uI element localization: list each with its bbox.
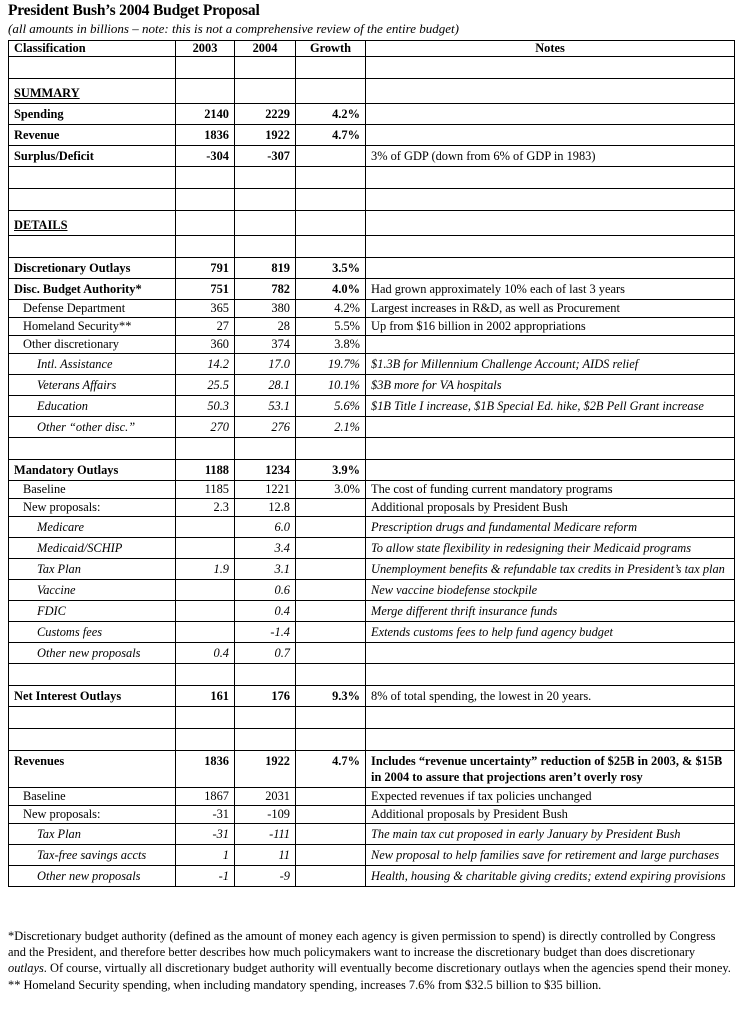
table-row bbox=[9, 580, 735, 601]
cell-value-2003: 365 bbox=[176, 300, 235, 318]
header-notes: Notes bbox=[366, 41, 735, 57]
cell-value-2004: 819 bbox=[235, 258, 296, 279]
cell-growth: 2.1% bbox=[296, 417, 366, 438]
cell-notes: Largest increases in R&D, as well as Procurement bbox=[366, 300, 735, 318]
cell-growth: 19.7% bbox=[296, 354, 366, 375]
cell-value-2004 bbox=[235, 167, 296, 189]
cell-classification: Veterans Affairs bbox=[9, 375, 176, 396]
cell-notes: Unemployment benefits & refundable tax credits in President’s tax plan bbox=[366, 559, 735, 580]
table-row bbox=[9, 354, 735, 375]
cell-value-2004: 0.6 bbox=[235, 580, 296, 601]
cell-value-2003 bbox=[176, 211, 235, 236]
cell-classification: Revenues bbox=[9, 751, 176, 788]
cell-value-2003: -304 bbox=[176, 146, 235, 167]
cell-growth bbox=[296, 788, 366, 806]
cell-classification: New proposals: bbox=[9, 499, 176, 517]
table-row bbox=[9, 279, 735, 300]
cell-value-2004 bbox=[235, 438, 296, 460]
cell-growth bbox=[296, 707, 366, 729]
cell-notes: 3% of GDP (down from 6% of GDP in 1983) bbox=[366, 146, 735, 167]
table-row bbox=[9, 622, 735, 643]
cell-classification: Education bbox=[9, 396, 176, 417]
cell-notes: Additional proposals by President Bush bbox=[366, 806, 735, 824]
cell-growth bbox=[296, 806, 366, 824]
cell-value-2003: -1 bbox=[176, 866, 235, 887]
cell-value-2003 bbox=[176, 538, 235, 559]
cell-notes: Includes “revenue uncertainty” reduction of $25B in 2003, & $15B in 2004 to assure that projections aren’t overly rosy bbox=[366, 751, 735, 788]
cell-value-2003: 1 bbox=[176, 845, 235, 866]
cell-notes bbox=[366, 104, 735, 125]
table-row bbox=[9, 845, 735, 866]
table-row bbox=[9, 866, 735, 887]
table-row bbox=[9, 481, 735, 499]
cell-value-2003 bbox=[176, 79, 235, 104]
cell-value-2003: -31 bbox=[176, 824, 235, 845]
cell-notes: $3B more for VA hospitals bbox=[366, 375, 735, 396]
cell-notes bbox=[366, 417, 735, 438]
header-2004: 2004 bbox=[235, 41, 296, 57]
cell-growth: 9.3% bbox=[296, 686, 366, 707]
cell-value-2003 bbox=[176, 707, 235, 729]
cell-notes: Expected revenues if tax policies unchanged bbox=[366, 788, 735, 806]
cell-notes: 8% of total spending, the lowest in 20 years. bbox=[366, 686, 735, 707]
cell-classification bbox=[9, 707, 176, 729]
cell-notes bbox=[366, 258, 735, 279]
cell-classification bbox=[9, 236, 176, 258]
cell-notes bbox=[366, 664, 735, 686]
cell-growth: 4.2% bbox=[296, 104, 366, 125]
cell-value-2004: 176 bbox=[235, 686, 296, 707]
cell-value-2003: 14.2 bbox=[176, 354, 235, 375]
cell-notes: $1B Title I increase, $1B Special Ed. hike, $2B Pell Grant increase bbox=[366, 396, 735, 417]
cell-growth bbox=[296, 499, 366, 517]
cell-notes bbox=[366, 167, 735, 189]
cell-growth: 4.7% bbox=[296, 751, 366, 788]
blank-row bbox=[9, 57, 735, 79]
cell-growth bbox=[296, 57, 366, 79]
cell-growth bbox=[296, 517, 366, 538]
cell-value-2003: 27 bbox=[176, 318, 235, 336]
cell-notes: Had grown approximately 10% each of last 3 years bbox=[366, 279, 735, 300]
cell-value-2004: 374 bbox=[235, 336, 296, 354]
cell-value-2004: 28.1 bbox=[235, 375, 296, 396]
cell-value-2003: -31 bbox=[176, 806, 235, 824]
cell-value-2003: 25.5 bbox=[176, 375, 235, 396]
cell-value-2003: 270 bbox=[176, 417, 235, 438]
cell-value-2004: -111 bbox=[235, 824, 296, 845]
footnote-emphasis: outlays bbox=[8, 961, 44, 976]
cell-classification bbox=[9, 438, 176, 460]
cell-value-2003 bbox=[176, 167, 235, 189]
blank-row bbox=[9, 729, 735, 751]
cell-notes bbox=[366, 57, 735, 79]
cell-value-2004 bbox=[235, 57, 296, 79]
cell-notes: Additional proposals by President Bush bbox=[366, 499, 735, 517]
table-row bbox=[9, 396, 735, 417]
header-2003: 2003 bbox=[176, 41, 235, 57]
cell-value-2004: -1.4 bbox=[235, 622, 296, 643]
cell-value-2003: 751 bbox=[176, 279, 235, 300]
cell-value-2003: 360 bbox=[176, 336, 235, 354]
cell-value-2004 bbox=[235, 707, 296, 729]
table-row bbox=[9, 686, 735, 707]
cell-classification bbox=[9, 167, 176, 189]
cell-value-2004 bbox=[235, 211, 296, 236]
table-row bbox=[9, 300, 735, 318]
cell-growth bbox=[296, 643, 366, 664]
cell-value-2004 bbox=[235, 189, 296, 211]
cell-value-2003: 1836 bbox=[176, 751, 235, 788]
cell-notes: Prescription drugs and fundamental Medicare reform bbox=[366, 517, 735, 538]
section-row bbox=[9, 211, 735, 236]
cell-classification: Intl. Assistance bbox=[9, 354, 176, 375]
cell-value-2003 bbox=[176, 664, 235, 686]
cell-value-2004 bbox=[235, 664, 296, 686]
cell-classification bbox=[9, 189, 176, 211]
cell-value-2003 bbox=[176, 57, 235, 79]
cell-classification: Other discretionary bbox=[9, 336, 176, 354]
cell-notes bbox=[366, 643, 735, 664]
cell-growth: 3.5% bbox=[296, 258, 366, 279]
cell-value-2003: 1185 bbox=[176, 481, 235, 499]
cell-classification: Baseline bbox=[9, 481, 176, 499]
cell-classification: Baseline bbox=[9, 788, 176, 806]
table-row bbox=[9, 499, 735, 517]
cell-growth: 10.1% bbox=[296, 375, 366, 396]
cell-classification: Other new proposals bbox=[9, 866, 176, 887]
cell-value-2004: 276 bbox=[235, 417, 296, 438]
cell-value-2004: 2031 bbox=[235, 788, 296, 806]
table-row bbox=[9, 104, 735, 125]
cell-notes: New proposal to help families save for retirement and large purchases bbox=[366, 845, 735, 866]
cell-growth: 4.0% bbox=[296, 279, 366, 300]
cell-value-2003 bbox=[176, 189, 235, 211]
cell-value-2004: 0.7 bbox=[235, 643, 296, 664]
cell-classification: Surplus/Deficit bbox=[9, 146, 176, 167]
cell-notes: Extends customs fees to help fund agency budget bbox=[366, 622, 735, 643]
cell-value-2004: -9 bbox=[235, 866, 296, 887]
cell-classification: Defense Department bbox=[9, 300, 176, 318]
cell-value-2004 bbox=[235, 79, 296, 104]
table-row bbox=[9, 788, 735, 806]
cell-growth: 5.5% bbox=[296, 318, 366, 336]
cell-value-2003 bbox=[176, 236, 235, 258]
cell-growth bbox=[296, 189, 366, 211]
cell-classification: Other new proposals bbox=[9, 643, 176, 664]
cell-classification: Other “other disc.” bbox=[9, 417, 176, 438]
cell-notes bbox=[366, 236, 735, 258]
table-row bbox=[9, 517, 735, 538]
cell-value-2004: 1221 bbox=[235, 481, 296, 499]
footnote-text: . Of course, virtually all discretionary budget authority will eventually become discretionary outlays when the agencies spend their money. bbox=[43, 961, 731, 976]
cell-classification: Disc. Budget Authority* bbox=[9, 279, 176, 300]
cell-growth bbox=[296, 866, 366, 887]
cell-value-2004: -307 bbox=[235, 146, 296, 167]
cell-classification: Spending bbox=[9, 104, 176, 125]
cell-value-2004: 782 bbox=[235, 279, 296, 300]
table-row bbox=[9, 146, 735, 167]
cell-notes bbox=[366, 707, 735, 729]
cell-notes: Health, housing & charitable giving credits; extend expiring provisions bbox=[366, 866, 735, 887]
cell-value-2003: 0.4 bbox=[176, 643, 235, 664]
cell-classification bbox=[9, 729, 176, 751]
cell-growth bbox=[296, 622, 366, 643]
cell-growth bbox=[296, 538, 366, 559]
cell-value-2004: 11 bbox=[235, 845, 296, 866]
cell-value-2004 bbox=[235, 236, 296, 258]
header-growth: Growth bbox=[296, 41, 366, 57]
cell-value-2004: 3.1 bbox=[235, 559, 296, 580]
cell-growth bbox=[296, 845, 366, 866]
cell-value-2004: 1922 bbox=[235, 125, 296, 146]
blank-row bbox=[9, 189, 735, 211]
document-subtitle: (all amounts in billions – note: this is not a comprehensive review of the entire budget) bbox=[8, 21, 459, 36]
cell-notes: The main tax cut proposed in early January by President Bush bbox=[366, 824, 735, 845]
cell-growth: 4.2% bbox=[296, 300, 366, 318]
cell-value-2004: 28 bbox=[235, 318, 296, 336]
cell-value-2004: 53.1 bbox=[235, 396, 296, 417]
cell-classification: Medicaid/SCHIP bbox=[9, 538, 176, 559]
table-body bbox=[9, 57, 735, 887]
cell-growth bbox=[296, 601, 366, 622]
cell-classification bbox=[9, 57, 176, 79]
cell-notes bbox=[366, 211, 735, 236]
cell-classification: Vaccine bbox=[9, 580, 176, 601]
cell-notes: $1.3B for Millennium Challenge Account; AIDS relief bbox=[366, 354, 735, 375]
cell-growth bbox=[296, 438, 366, 460]
budget-table bbox=[8, 40, 735, 887]
cell-notes bbox=[366, 189, 735, 211]
cell-value-2003 bbox=[176, 622, 235, 643]
cell-notes bbox=[366, 125, 735, 146]
section-row bbox=[9, 79, 735, 104]
table-header-row bbox=[9, 41, 735, 57]
cell-classification: Customs fees bbox=[9, 622, 176, 643]
cell-value-2004: -109 bbox=[235, 806, 296, 824]
cell-notes: New vaccine biodefense stockpile bbox=[366, 580, 735, 601]
cell-growth: 3.0% bbox=[296, 481, 366, 499]
table-row bbox=[9, 538, 735, 559]
cell-growth: 5.6% bbox=[296, 396, 366, 417]
cell-value-2003 bbox=[176, 729, 235, 751]
cell-growth bbox=[296, 211, 366, 236]
cell-classification: Medicare bbox=[9, 517, 176, 538]
blank-row bbox=[9, 707, 735, 729]
cell-classification: Discretionary Outlays bbox=[9, 258, 176, 279]
table-row bbox=[9, 417, 735, 438]
cell-value-2003: 2140 bbox=[176, 104, 235, 125]
cell-value-2004: 12.8 bbox=[235, 499, 296, 517]
blank-row bbox=[9, 236, 735, 258]
cell-growth bbox=[296, 824, 366, 845]
cell-value-2003 bbox=[176, 580, 235, 601]
cell-classification: Net Interest Outlays bbox=[9, 686, 176, 707]
cell-value-2003: 791 bbox=[176, 258, 235, 279]
table-row bbox=[9, 824, 735, 845]
cell-value-2003: 2.3 bbox=[176, 499, 235, 517]
cell-growth bbox=[296, 236, 366, 258]
cell-value-2004: 1922 bbox=[235, 751, 296, 788]
cell-growth bbox=[296, 559, 366, 580]
table-row bbox=[9, 806, 735, 824]
cell-notes bbox=[366, 79, 735, 104]
table-row bbox=[9, 643, 735, 664]
cell-value-2004: 3.4 bbox=[235, 538, 296, 559]
cell-classification: New proposals: bbox=[9, 806, 176, 824]
cell-classification: SUMMARY bbox=[9, 79, 176, 104]
cell-value-2003 bbox=[176, 438, 235, 460]
footnote-text: *Discretionary budget authority (defined as the amount of money each agency is given permission to spend) is directly controlled by Congress and the President, and therefore better describes how much policymakers want to increase the discretionary budget than does discretionary bbox=[8, 929, 716, 960]
cell-notes bbox=[366, 336, 735, 354]
cell-classification: Tax Plan bbox=[9, 559, 176, 580]
cell-value-2003: 1836 bbox=[176, 125, 235, 146]
table-row bbox=[9, 751, 735, 788]
cell-classification: DETAILS bbox=[9, 211, 176, 236]
table-row bbox=[9, 375, 735, 396]
table-row bbox=[9, 460, 735, 481]
cell-notes bbox=[366, 729, 735, 751]
table-row bbox=[9, 318, 735, 336]
table-row bbox=[9, 601, 735, 622]
cell-notes: Merge different thrift insurance funds bbox=[366, 601, 735, 622]
cell-value-2004: 2229 bbox=[235, 104, 296, 125]
cell-classification: Tax-free savings accts bbox=[9, 845, 176, 866]
cell-notes bbox=[366, 438, 735, 460]
table-row bbox=[9, 125, 735, 146]
blank-row bbox=[9, 167, 735, 189]
footnotes bbox=[8, 928, 736, 993]
blank-row bbox=[9, 438, 735, 460]
cell-notes: To allow state flexibility in redesigning their Medicaid programs bbox=[366, 538, 735, 559]
footnote-homeland-security: ** Homeland Security spending, when including mandatory spending, increases 7.6% from $32.5 billion to $35 billion. bbox=[8, 977, 602, 992]
cell-value-2003: 50.3 bbox=[176, 396, 235, 417]
cell-growth: 3.8% bbox=[296, 336, 366, 354]
cell-classification: Homeland Security** bbox=[9, 318, 176, 336]
cell-notes: The cost of funding current mandatory programs bbox=[366, 481, 735, 499]
table-row bbox=[9, 258, 735, 279]
cell-value-2004: 6.0 bbox=[235, 517, 296, 538]
cell-notes bbox=[366, 460, 735, 481]
cell-value-2004 bbox=[235, 729, 296, 751]
cell-value-2003 bbox=[176, 517, 235, 538]
cell-value-2004: 17.0 bbox=[235, 354, 296, 375]
cell-value-2004: 0.4 bbox=[235, 601, 296, 622]
cell-value-2003: 1.9 bbox=[176, 559, 235, 580]
cell-classification bbox=[9, 664, 176, 686]
cell-classification: Revenue bbox=[9, 125, 176, 146]
cell-value-2003: 1867 bbox=[176, 788, 235, 806]
cell-classification: Tax Plan bbox=[9, 824, 176, 845]
cell-classification: FDIC bbox=[9, 601, 176, 622]
cell-value-2003 bbox=[176, 601, 235, 622]
cell-notes: Up from $16 billion in 2002 appropriations bbox=[366, 318, 735, 336]
cell-growth: 4.7% bbox=[296, 125, 366, 146]
header-classification: Classification bbox=[9, 41, 176, 57]
footnote-budget-authority bbox=[8, 928, 736, 977]
cell-value-2004: 1234 bbox=[235, 460, 296, 481]
cell-growth bbox=[296, 729, 366, 751]
document-title: President Bush’s 2004 Budget Proposal bbox=[8, 2, 260, 19]
cell-growth bbox=[296, 79, 366, 104]
cell-growth: 3.9% bbox=[296, 460, 366, 481]
cell-classification: Mandatory Outlays bbox=[9, 460, 176, 481]
cell-growth bbox=[296, 167, 366, 189]
cell-growth bbox=[296, 146, 366, 167]
table-row bbox=[9, 559, 735, 580]
cell-value-2003: 161 bbox=[176, 686, 235, 707]
cell-value-2004: 380 bbox=[235, 300, 296, 318]
blank-row bbox=[9, 664, 735, 686]
table-row bbox=[9, 336, 735, 354]
cell-growth bbox=[296, 664, 366, 686]
cell-value-2003: 1188 bbox=[176, 460, 235, 481]
cell-growth bbox=[296, 580, 366, 601]
